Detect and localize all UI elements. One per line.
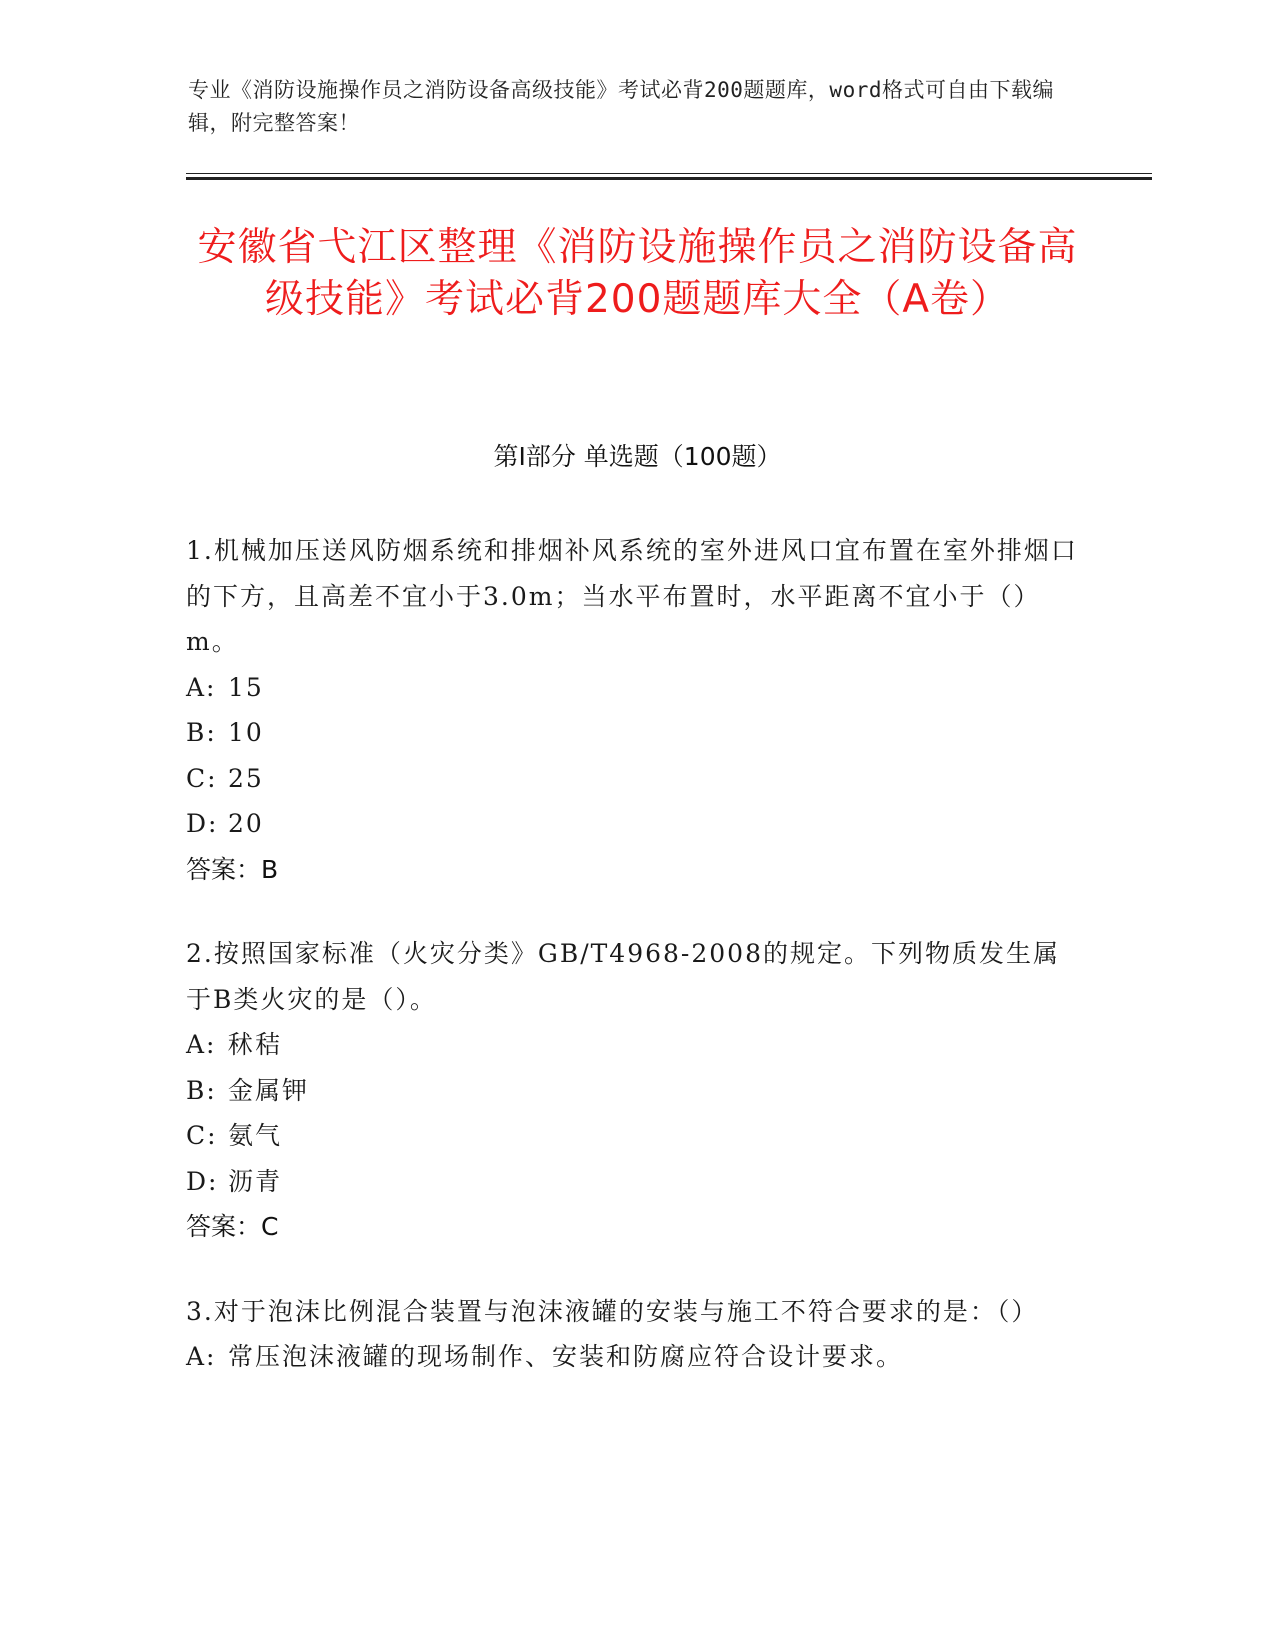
option-a: [186, 1022, 1086, 1068]
option-text: 15: [228, 672, 264, 702]
answer-line: 答案：B: [186, 854, 279, 884]
option-letter: C:: [186, 763, 218, 793]
question-stem: 3.对于泡沫比例混合装置与泡沫液罐的安装与施工不符合要求的是：（）: [186, 1296, 1039, 1326]
header-rule-thick: [186, 177, 1152, 180]
document-title: 安徽省弋江区整理《消防设施操作员之消防设备高级技能》考试必背200题题库大全（A卷）: [197, 225, 1078, 322]
question-stem: 2.按照国家标准（火灾分类》GB/T4968-2008的规定。下列物质发生属于B类火灾的是（）。: [186, 939, 1060, 1014]
question-stem: 1.机械加压送风防烟系统和排烟补风系统的室外进风口宜布置在室外排烟口的下方，且高差不宜小于3.0m；当水平布置时，水平距离不宜小于（）m。: [186, 536, 1078, 656]
option-text: 10: [228, 718, 264, 747]
question-1: [186, 528, 1086, 892]
option-letter: A:: [186, 672, 217, 702]
option-letter: D:: [186, 1166, 219, 1196]
option-text: 沥青: [228, 1166, 283, 1196]
option-text: 秫秸: [228, 1030, 283, 1059]
option-c: [186, 1113, 1086, 1159]
option-letter: A:: [186, 1030, 217, 1059]
option-letter: B:: [186, 718, 217, 747]
question-3: [186, 1289, 1086, 1380]
option-text: 25: [228, 763, 264, 793]
option-b: [186, 1068, 1086, 1114]
header-rule-thin: [186, 173, 1152, 174]
question-2: [186, 931, 1086, 1250]
question-list: [186, 528, 1086, 1419]
option-text: 氨气: [228, 1121, 283, 1150]
option-letter: D:: [186, 809, 219, 838]
section-heading: 第I部分 单选题（100题）: [493, 442, 782, 471]
option-letter: C:: [186, 1121, 218, 1150]
option-text: 常压泡沫液罐的现场制作、安装和防腐应符合设计要求。: [228, 1342, 904, 1371]
option-a: [186, 665, 1086, 711]
option-d: [186, 801, 1086, 847]
option-d: [186, 1159, 1086, 1205]
header-note: 专业《消防设施操作员之消防设备高级技能》考试必背200题题库，word格式可自由下载编辑，附完整答案！: [188, 78, 1054, 135]
option-text: 20: [228, 809, 264, 838]
option-c: [186, 756, 1086, 802]
option-letter: B:: [186, 1075, 217, 1105]
option-text: 金属钾: [228, 1075, 310, 1105]
option-letter: A:: [186, 1342, 217, 1371]
option-a: [186, 1334, 1086, 1380]
answer-line: 答案：C: [186, 1212, 279, 1241]
option-b: [186, 710, 1086, 756]
